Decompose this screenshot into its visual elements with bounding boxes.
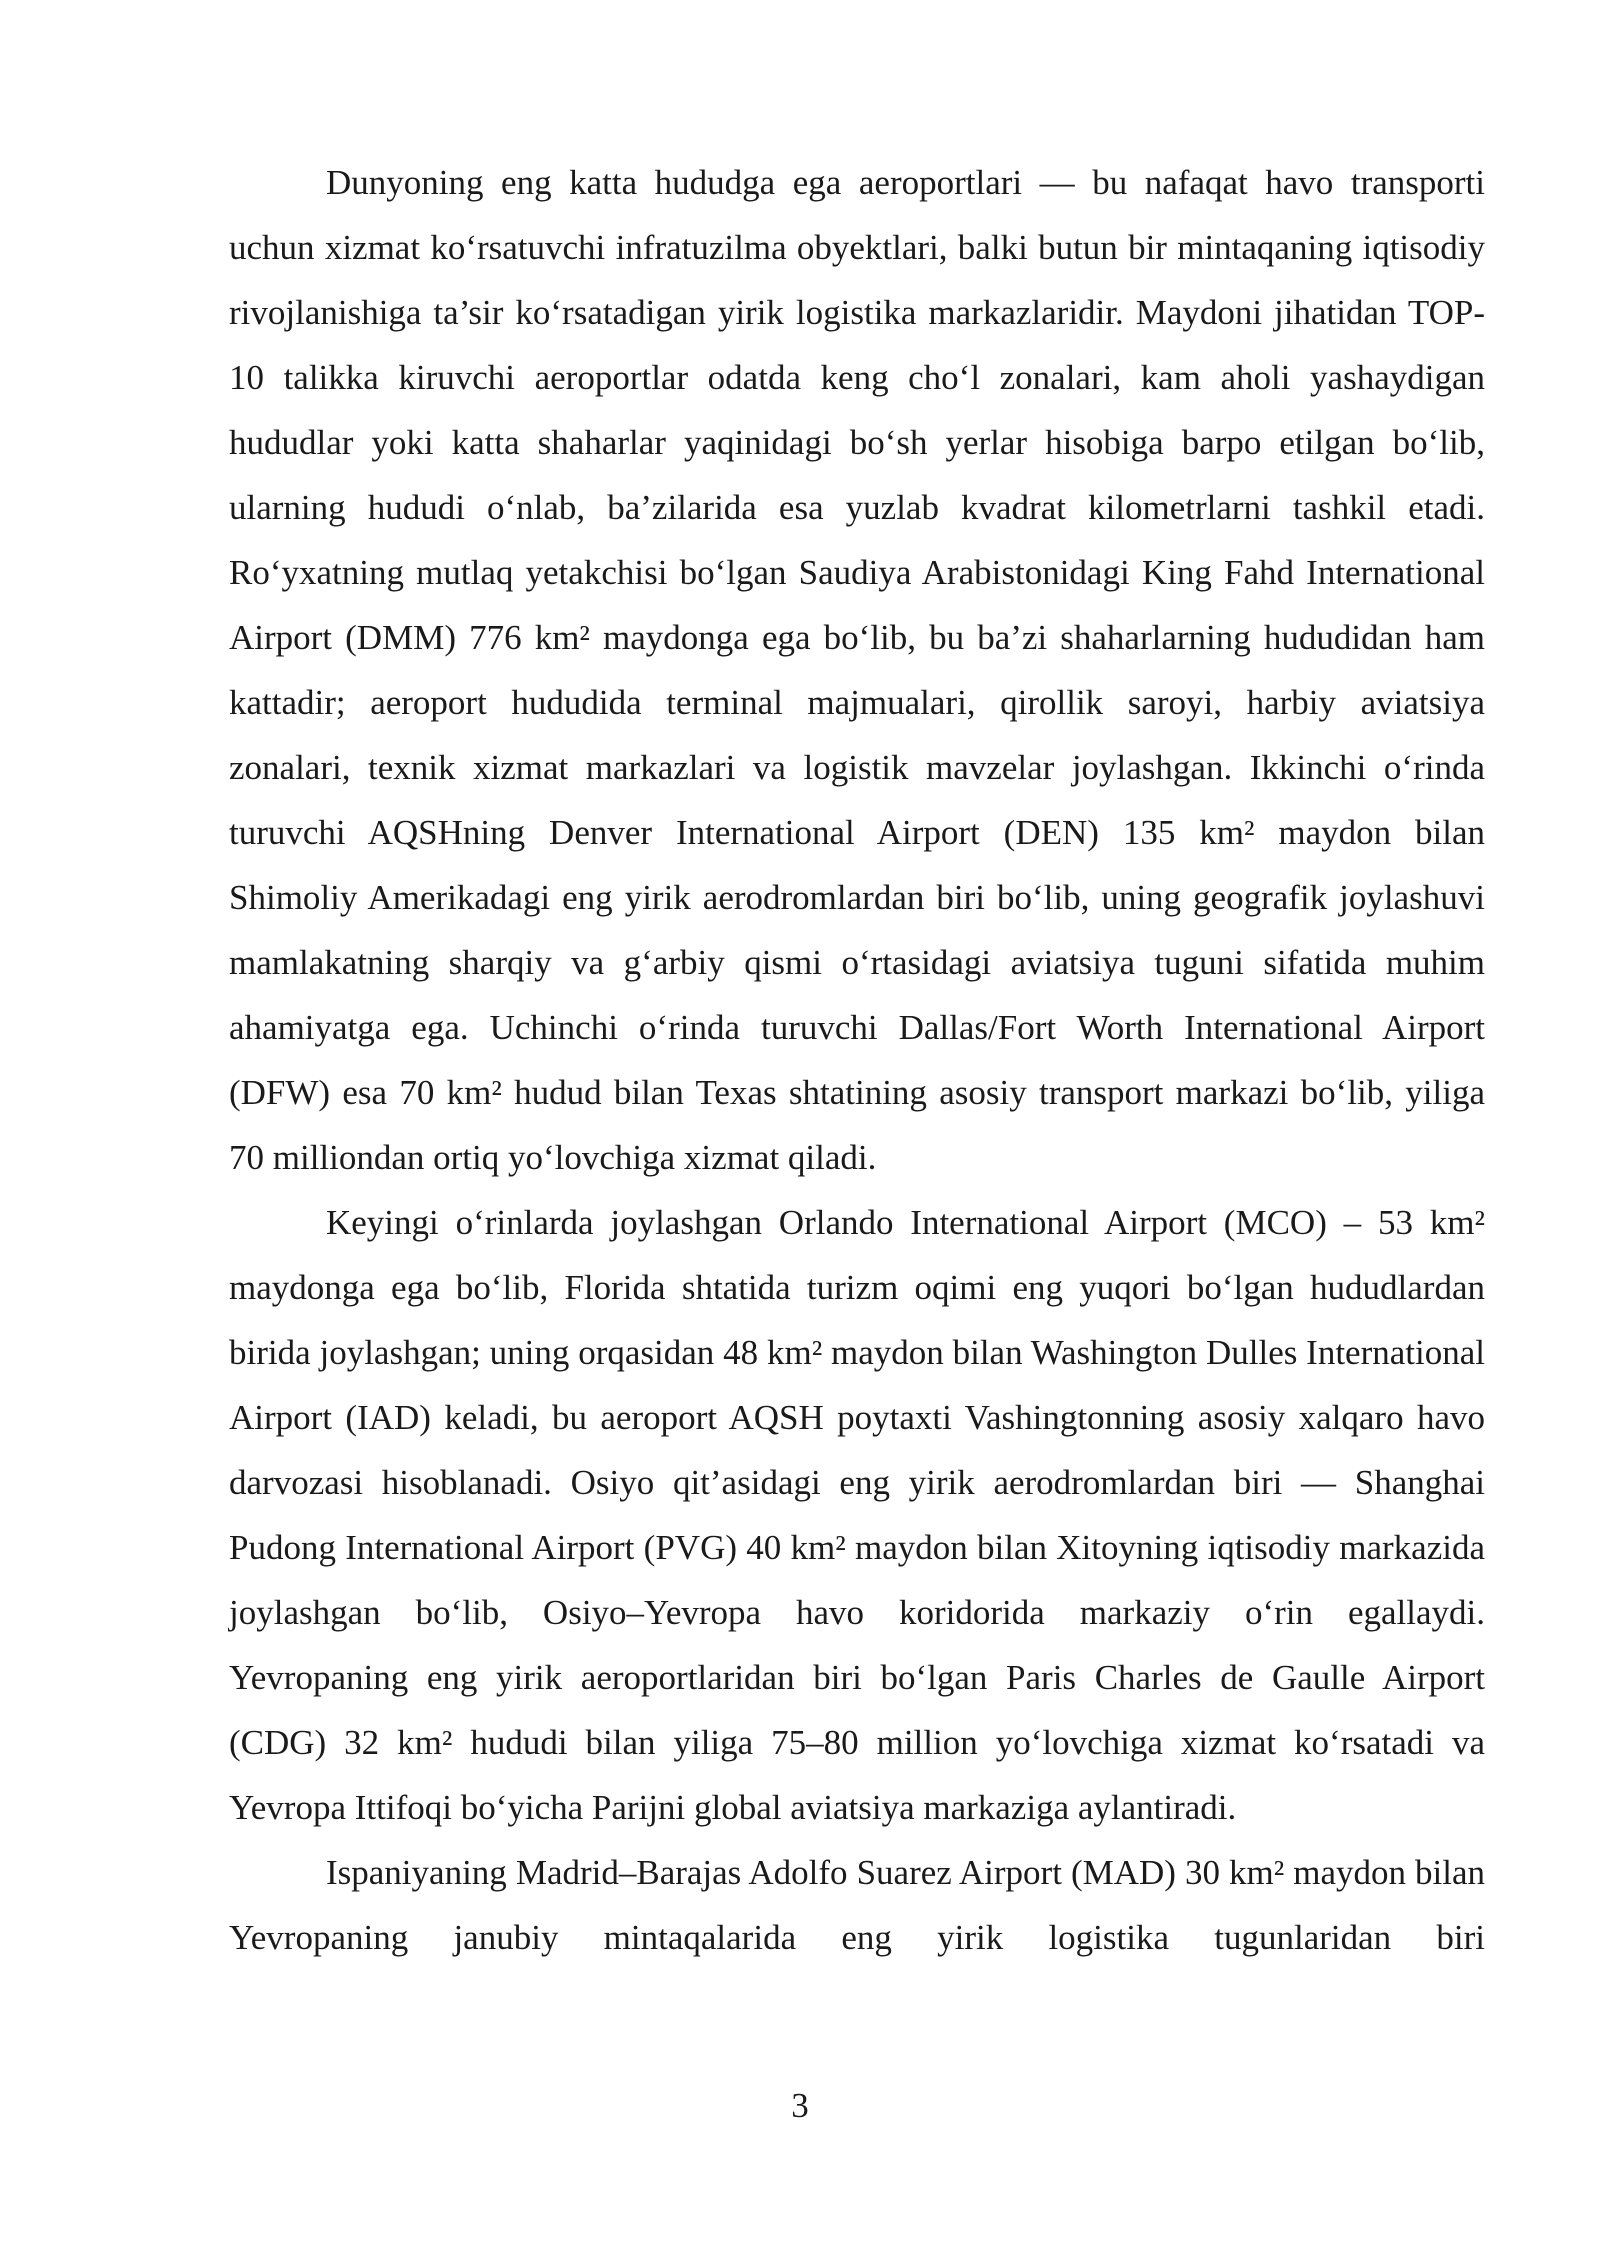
- paragraph-2: Keyingi o‘rinlarda joylashgan Orlando International Airport (MCO) – 53 km² maydonga ega bo‘lib, Florida shtatida turizm oqimi eng yuqori bo‘lgan hududlardan birida joylashgan; uning orqasidan 48 km² maydon bilan Washington Dulles International Airport (IAD) keladi, bu aeroport AQSH poytaxti Vashingtonning asosiy xalqaro havo darvozasi hisoblanadi. Osiyo qit’asidagi eng yirik aerodromlardan biri — Shanghai Pudong International Airport (PVG) 40 km² maydon bilan Xitoyning iqtisodiy markazida joylashgan bo‘lib, Osiyo–Yevropa havo koridorida markaziy o‘rin egallaydi. Yevropaning eng yirik aeroportlaridan biri bo‘lgan Paris Charles de Gaulle Airport (CDG) 32 km² hududi bilan yiliga 75–80 million yo‘lovchiga xizmat ko‘rsatadi va Yevropa Ittifoqi bo‘yicha Parijni global aviatsiya markaziga aylantiradi.: [229, 1203, 1485, 1827]
- body-text: [229, 150, 1485, 1970]
- paragraph-1: Dunyoning eng katta hududga ega aeroportlari — bu nafaqat havo transporti uchun xizmat ko‘rsatuvchi infratuzilma obyektlari, balki butun bir mintaqaning iqtisodiy rivojlanishiga ta’sir ko‘rsatadigan yirik logistika markazlaridir. Maydoni jihatidan TOP-10 talikka kiruvchi aeroportlar odatda keng cho‘l zonalari, kam aholi yashaydigan hududlar yoki katta shaharlar yaqinidagi bo‘sh yerlar hisobiga barpo etilgan bo‘lib, ularning hududi o‘nlab, ba’zilarida esa yuzlab kvadrat kilometrlarni tashkil etadi. Ro‘yxatning mutlaq yetakchisi bo‘lgan Saudiya Arabistonidagi King Fahd International Airport (DMM) 776 km² maydonga ega bo‘lib, bu ba’zi shaharlarning hududidan ham kattadir; aeroport hududida terminal majmualari, qirollik saroyi, harbiy aviatsiya zonalari, texnik xizmat markazlari va logistik mavzelar joylashgan. Ikkinchi o‘rinda turuvchi AQSHning Denver International Airport (DEN) 135 km² maydon bilan Shimoliy Amerikadagi eng yirik aerodromlardan biri bo‘lib, uning geografik joylashuvi mamlakatning sharqiy va g‘arbiy qismi o‘rtasidagi aviatsiya tuguni sifatida muhim ahamiyatga ega. Uchinchi o‘rinda turuvchi Dallas/Fort Worth International Airport (DFW) esa 70 km² hudud bilan Texas shtatining asosiy transport markazi bo‘lib, yiliga 70 milliondan ortiq yo‘lovchiga xizmat qiladi.: [229, 163, 1485, 1177]
- paragraph-3: Ispaniyaning Madrid–Barajas Adolfo Suarez Airport (MAD) 30 km² maydon bilan Yevropaning janubiy mintaqalarida eng yirik logistika tugunlaridan biri: [229, 1853, 1485, 1957]
- page-number: 3: [791, 2086, 809, 2125]
